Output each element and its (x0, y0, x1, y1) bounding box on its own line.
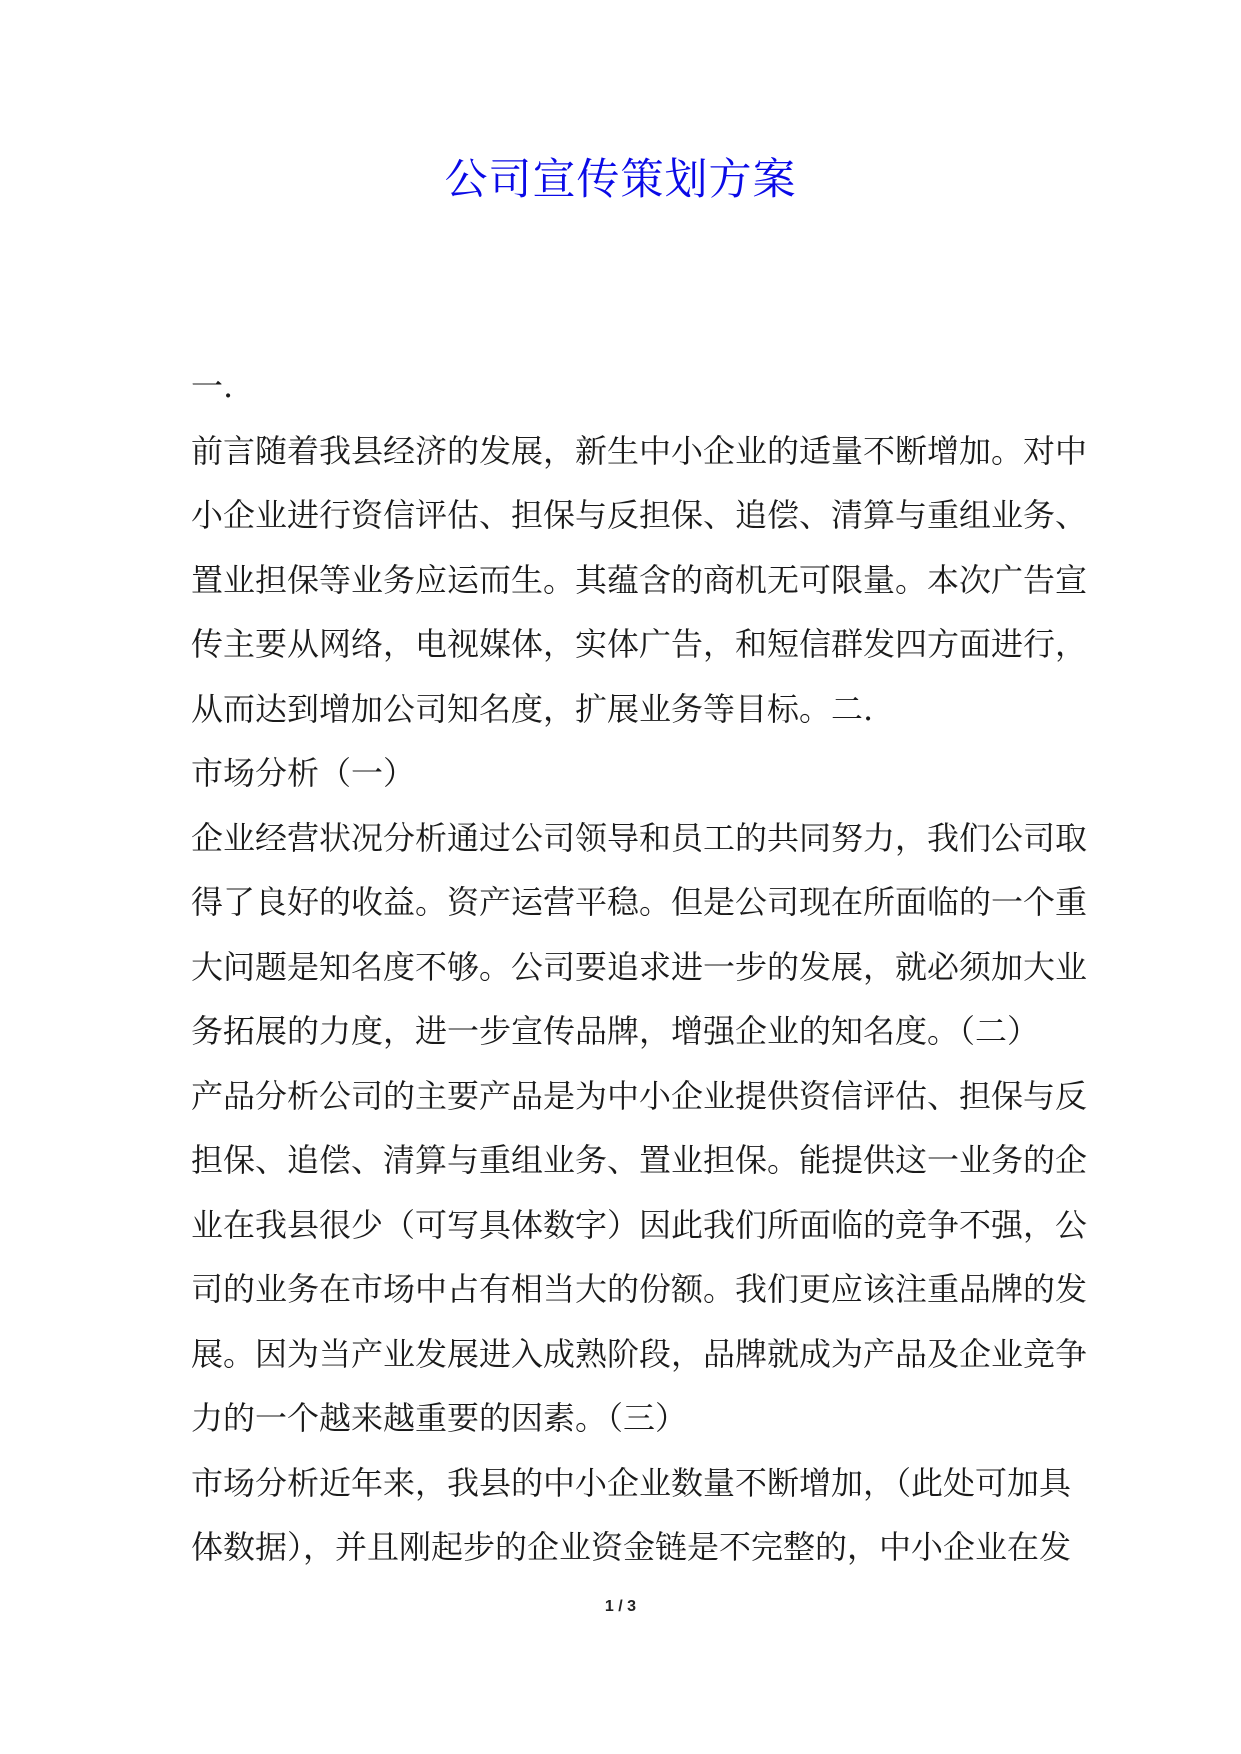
text-line: 大问题是知名度不够。公司要追求进一步的发展，就必须加大业 (191, 947, 1088, 986)
text-line: 力的一个越来越重要的因素。（三） (191, 1399, 688, 1437)
text-line: 小企业进行资信评估、担保与反担保、追偿、清算与重组业务、 (191, 496, 1088, 534)
text-line: 体数据），并且刚起步的企业资金链是不完整的，中小企业在发 (191, 1528, 1072, 1566)
text-line: 展。因为当产业发展进入成熟阶段，品牌就成为产品及企业竞争 (191, 1334, 1088, 1373)
text-line: 市场分析（一） (191, 754, 416, 792)
text-line: 置业担保等业务应运而生。其蕴含的商机无可限量。本次广告宣 (191, 560, 1088, 599)
text-line: 从而达到增加公司知名度，扩展业务等目标。二. (191, 689, 874, 728)
text-line: 前言随着我县经济的发展，新生中小企业的适量不断增加。对中 (191, 431, 1088, 470)
text-line: 传主要从网络，电视媒体，实体广告，和短信群发四方面进行， (191, 625, 1088, 663)
document-title: 公司宣传策划方案 (444, 155, 797, 205)
text-line: 产品分析公司的主要产品是为中小企业提供资信评估、担保与反 (191, 1076, 1088, 1115)
text-line: 一. (191, 367, 234, 405)
text-line: 得了良好的收益。资产运营平稳。但是公司现在所面临的一个重 (191, 883, 1088, 921)
page-number: 1 / 3 (604, 1598, 637, 1615)
text-line: 司的业务在市场中占有相当大的份额。我们更应该注重品牌的发 (191, 1270, 1088, 1308)
text-line: 业在我县很少（可写具体数字）因此我们所面临的竞争不强，公 (191, 1205, 1088, 1244)
text-line: 担保、追偿、清算与重组业务、置业担保。能提供这一业务的企 (191, 1141, 1088, 1179)
text-line: 企业经营状况分析通过公司领导和员工的共同努力，我们公司取 (191, 818, 1088, 857)
document-body (191, 354, 1088, 1580)
text-line: 市场分析近年来，我县的中小企业数量不断增加，（此处可加具 (191, 1463, 1072, 1502)
text-line: 务拓展的力度，进一步宣传品牌，增强企业的知名度。（二） (191, 1012, 1040, 1050)
